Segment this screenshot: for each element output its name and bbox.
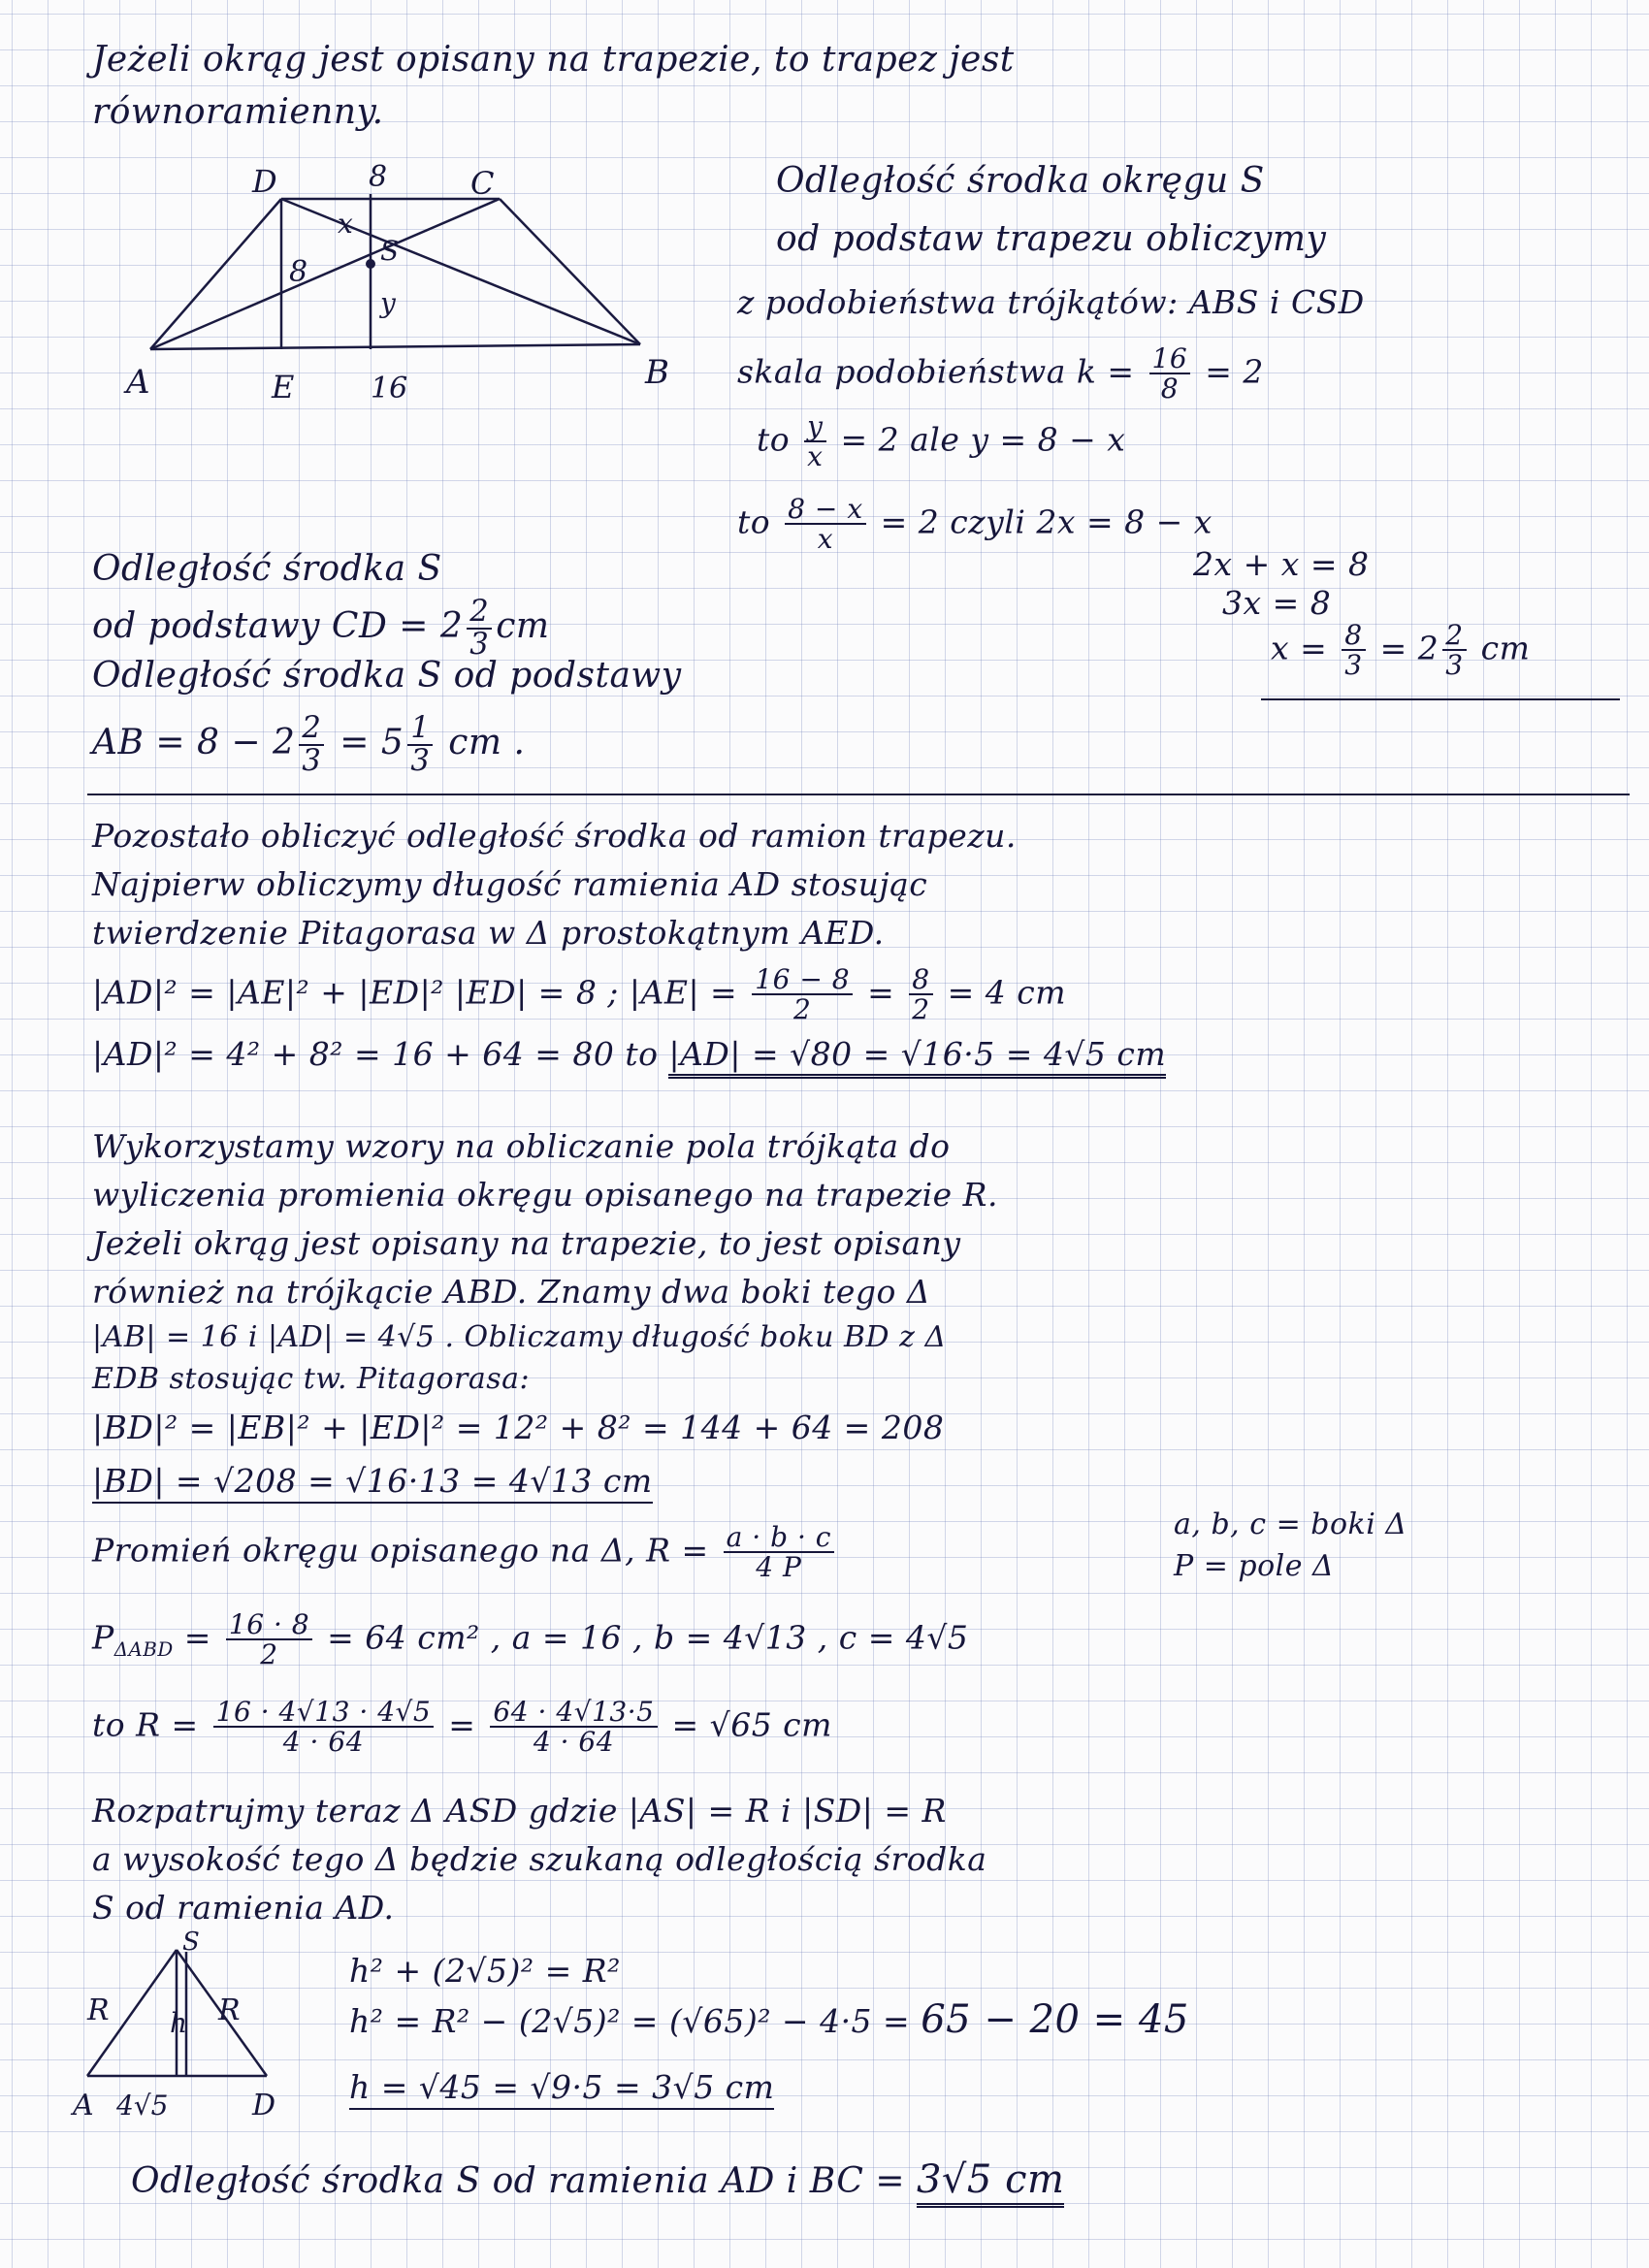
section3-line-2: wyliczenia promienia okręgu opisanego na trapezie R. xyxy=(92,1176,999,1214)
section4-line-2: a wysokość tego Δ będzie szukaną odległością środka xyxy=(92,1840,987,1878)
label-s: S xyxy=(380,235,400,267)
equation-x-result: x = $\frac{8}{3}$ = 2 $\frac{2}{3}$ cm xyxy=(1271,619,1531,682)
tri-label-base: 4√5 xyxy=(116,2090,169,2122)
section2-line-3: twierdzenie Pitagorasa w Δ prostokątnym AED. xyxy=(92,914,885,952)
label-d: D xyxy=(252,163,277,200)
section3-line-10: $P_{\Delta ABD}$ = $\frac{16 \cdot 8}{2}$ = 64 cm² , a = 16 , b = 4√13 , c = 4√5 xyxy=(92,1608,969,1671)
tri-label-r-left: R xyxy=(87,1993,110,2027)
section2-line-1: Pozostało obliczyć odległość środka od ramion trapezu. xyxy=(92,817,1017,855)
label-e: E xyxy=(272,369,295,405)
trapezoid-diagram xyxy=(116,155,698,417)
tri-label-r-right: R xyxy=(218,1993,241,2027)
tri-label-s: S xyxy=(182,1930,200,1957)
section3-line-7: |BD|² = |EB|² + |ED|² = 12² + 8² = 144 + 64 = 208 xyxy=(92,1409,945,1446)
section3-line-5: |AB| = 16 i |AD| = 4√5 . Obliczamy długość boku BD z Δ xyxy=(92,1320,947,1354)
trapezoid-base-ab xyxy=(150,344,640,349)
final-answer-result: 3√5 cm xyxy=(917,2157,1064,2208)
trapezoid-side-bc xyxy=(500,199,640,344)
tri-label-a: A xyxy=(73,2089,94,2122)
label-a: A xyxy=(126,363,150,402)
right-calc-line-1: Odległość środka okręgu S xyxy=(776,161,1265,201)
center-point-s xyxy=(366,259,375,269)
section2-line-4: |AD|² = |AE|² + |ED|² |ED| = 8 ; |AE| = $\frac{16 - 8}{2}$ = $\frac{8}{2}$ = 4 cm xyxy=(92,963,1067,1026)
tri-label-d: D xyxy=(252,2089,276,2122)
section4-line-3: S od ramienia AD. xyxy=(92,1889,395,1927)
tri-label-h: h xyxy=(170,2007,188,2039)
intro-line-2: równoramienny. xyxy=(92,92,384,132)
section-divider xyxy=(87,794,1630,795)
legend-area: P = pole Δ xyxy=(1174,1549,1335,1583)
legend-sides: a, b, c = boki Δ xyxy=(1174,1507,1407,1541)
scale-line: skala podobieństwa k = $\frac{16}{8}$ = 2 xyxy=(737,342,1264,405)
left-result-line-3: Odległość środka S od podstawy xyxy=(92,656,682,696)
trapezoid-side-ad xyxy=(150,199,281,349)
equation-2x-plus-x: 2x + x = 8 xyxy=(1193,545,1370,583)
section3-line-8 xyxy=(92,1460,653,1503)
diagonal-ac xyxy=(150,199,500,349)
ratio-line-2: to $\frac{8 - x}{x}$ = 2 czyli 2x = 8 − x xyxy=(737,493,1212,556)
right-calc-line-3: z podobieństwa trójkątów: ABS i CSD xyxy=(737,283,1365,321)
label-x: x xyxy=(338,208,353,240)
result-underline xyxy=(1261,698,1620,700)
intro-line-1: Jeżeli okrąg jest opisany na trapezie, to trapez jest xyxy=(92,40,1015,80)
left-result-line-4: AB = 8 − 2 $\frac{2}{3}$ = 5 $\frac{1}{3}$ cm . xyxy=(92,711,526,779)
section3-line-4: również na trójkącie ABD. Znamy dwa boki tego Δ xyxy=(92,1273,931,1311)
right-calc-line-2: od podstaw trapezu obliczymy xyxy=(776,219,1327,259)
final-answer-line: Odległość środka S od ramienia AD i BC = 3√5 cm xyxy=(131,2158,1064,2203)
section4-line-1: Rozpatrujmy teraz Δ ASD gdzie |AS| = R i |SD| = R xyxy=(92,1792,947,1830)
triangle-asd-diagram xyxy=(58,1930,330,2124)
section4-eq-3: h = √45 = √9·5 = 3√5 cm xyxy=(349,2066,774,2109)
left-result-line-1: Odległość środka S xyxy=(92,549,442,589)
section4-eq-2: h² = R² − (2√5)² = (√65)² − 4·5 = 65 − 20 = 45 xyxy=(349,1997,1189,2042)
label-y: y xyxy=(380,287,396,319)
ad-length-result: |AD| = √80 = √16·5 = 4√5 cm xyxy=(668,1035,1166,1079)
section2-line-5: |AD|² = 4² + 8² = 16 + 64 = 80 to |AD| = √80 = √16·5 = 4√5 cm xyxy=(92,1033,1166,1076)
diagonal-bd xyxy=(281,199,640,344)
label-8-left: 8 xyxy=(289,255,308,289)
section2-line-2: Najpierw obliczymy długość ramienia AD stosując xyxy=(92,865,928,903)
label-b: B xyxy=(645,353,669,392)
section4-eq-1: h² + (2√5)² = R² xyxy=(349,1952,621,1990)
section3-line-6: EDB stosując tw. Pitagorasa: xyxy=(92,1362,531,1396)
equation-3x: 3x = 8 xyxy=(1222,584,1332,622)
section3-line-3: Jeżeli okrąg jest opisany na trapezie, to jest opisany xyxy=(92,1224,961,1262)
left-result-line-2: od podstawy CD = 2 $\frac{2}{3}$ cm xyxy=(92,595,550,663)
label-8-top: 8 xyxy=(369,160,388,194)
section3-line-9: Promień okręgu opisanego na Δ, R = $\frac{a \cdot b \cdot c}{4 P}$ xyxy=(92,1523,838,1582)
label-16: 16 xyxy=(371,372,408,405)
ratio-line-1: to $\frac{y}{x}$ = 2 ale y = 8 − x xyxy=(757,410,1126,473)
section3-line-11: to R = $\frac{16 \cdot 4√13 \cdot 4√5}{4 \cdot 64}$ = $\frac{64 \cdot 4√13\cdot 5}{4 \cdot 64}$ = √65 cm xyxy=(92,1696,832,1759)
label-c: C xyxy=(470,165,495,202)
section3-line-1: Wykorzystamy wzory na obliczanie pola trójkąta do xyxy=(92,1127,951,1165)
bd-length-result: |BD| = √208 = √16·13 = 4√13 cm xyxy=(92,1462,653,1504)
